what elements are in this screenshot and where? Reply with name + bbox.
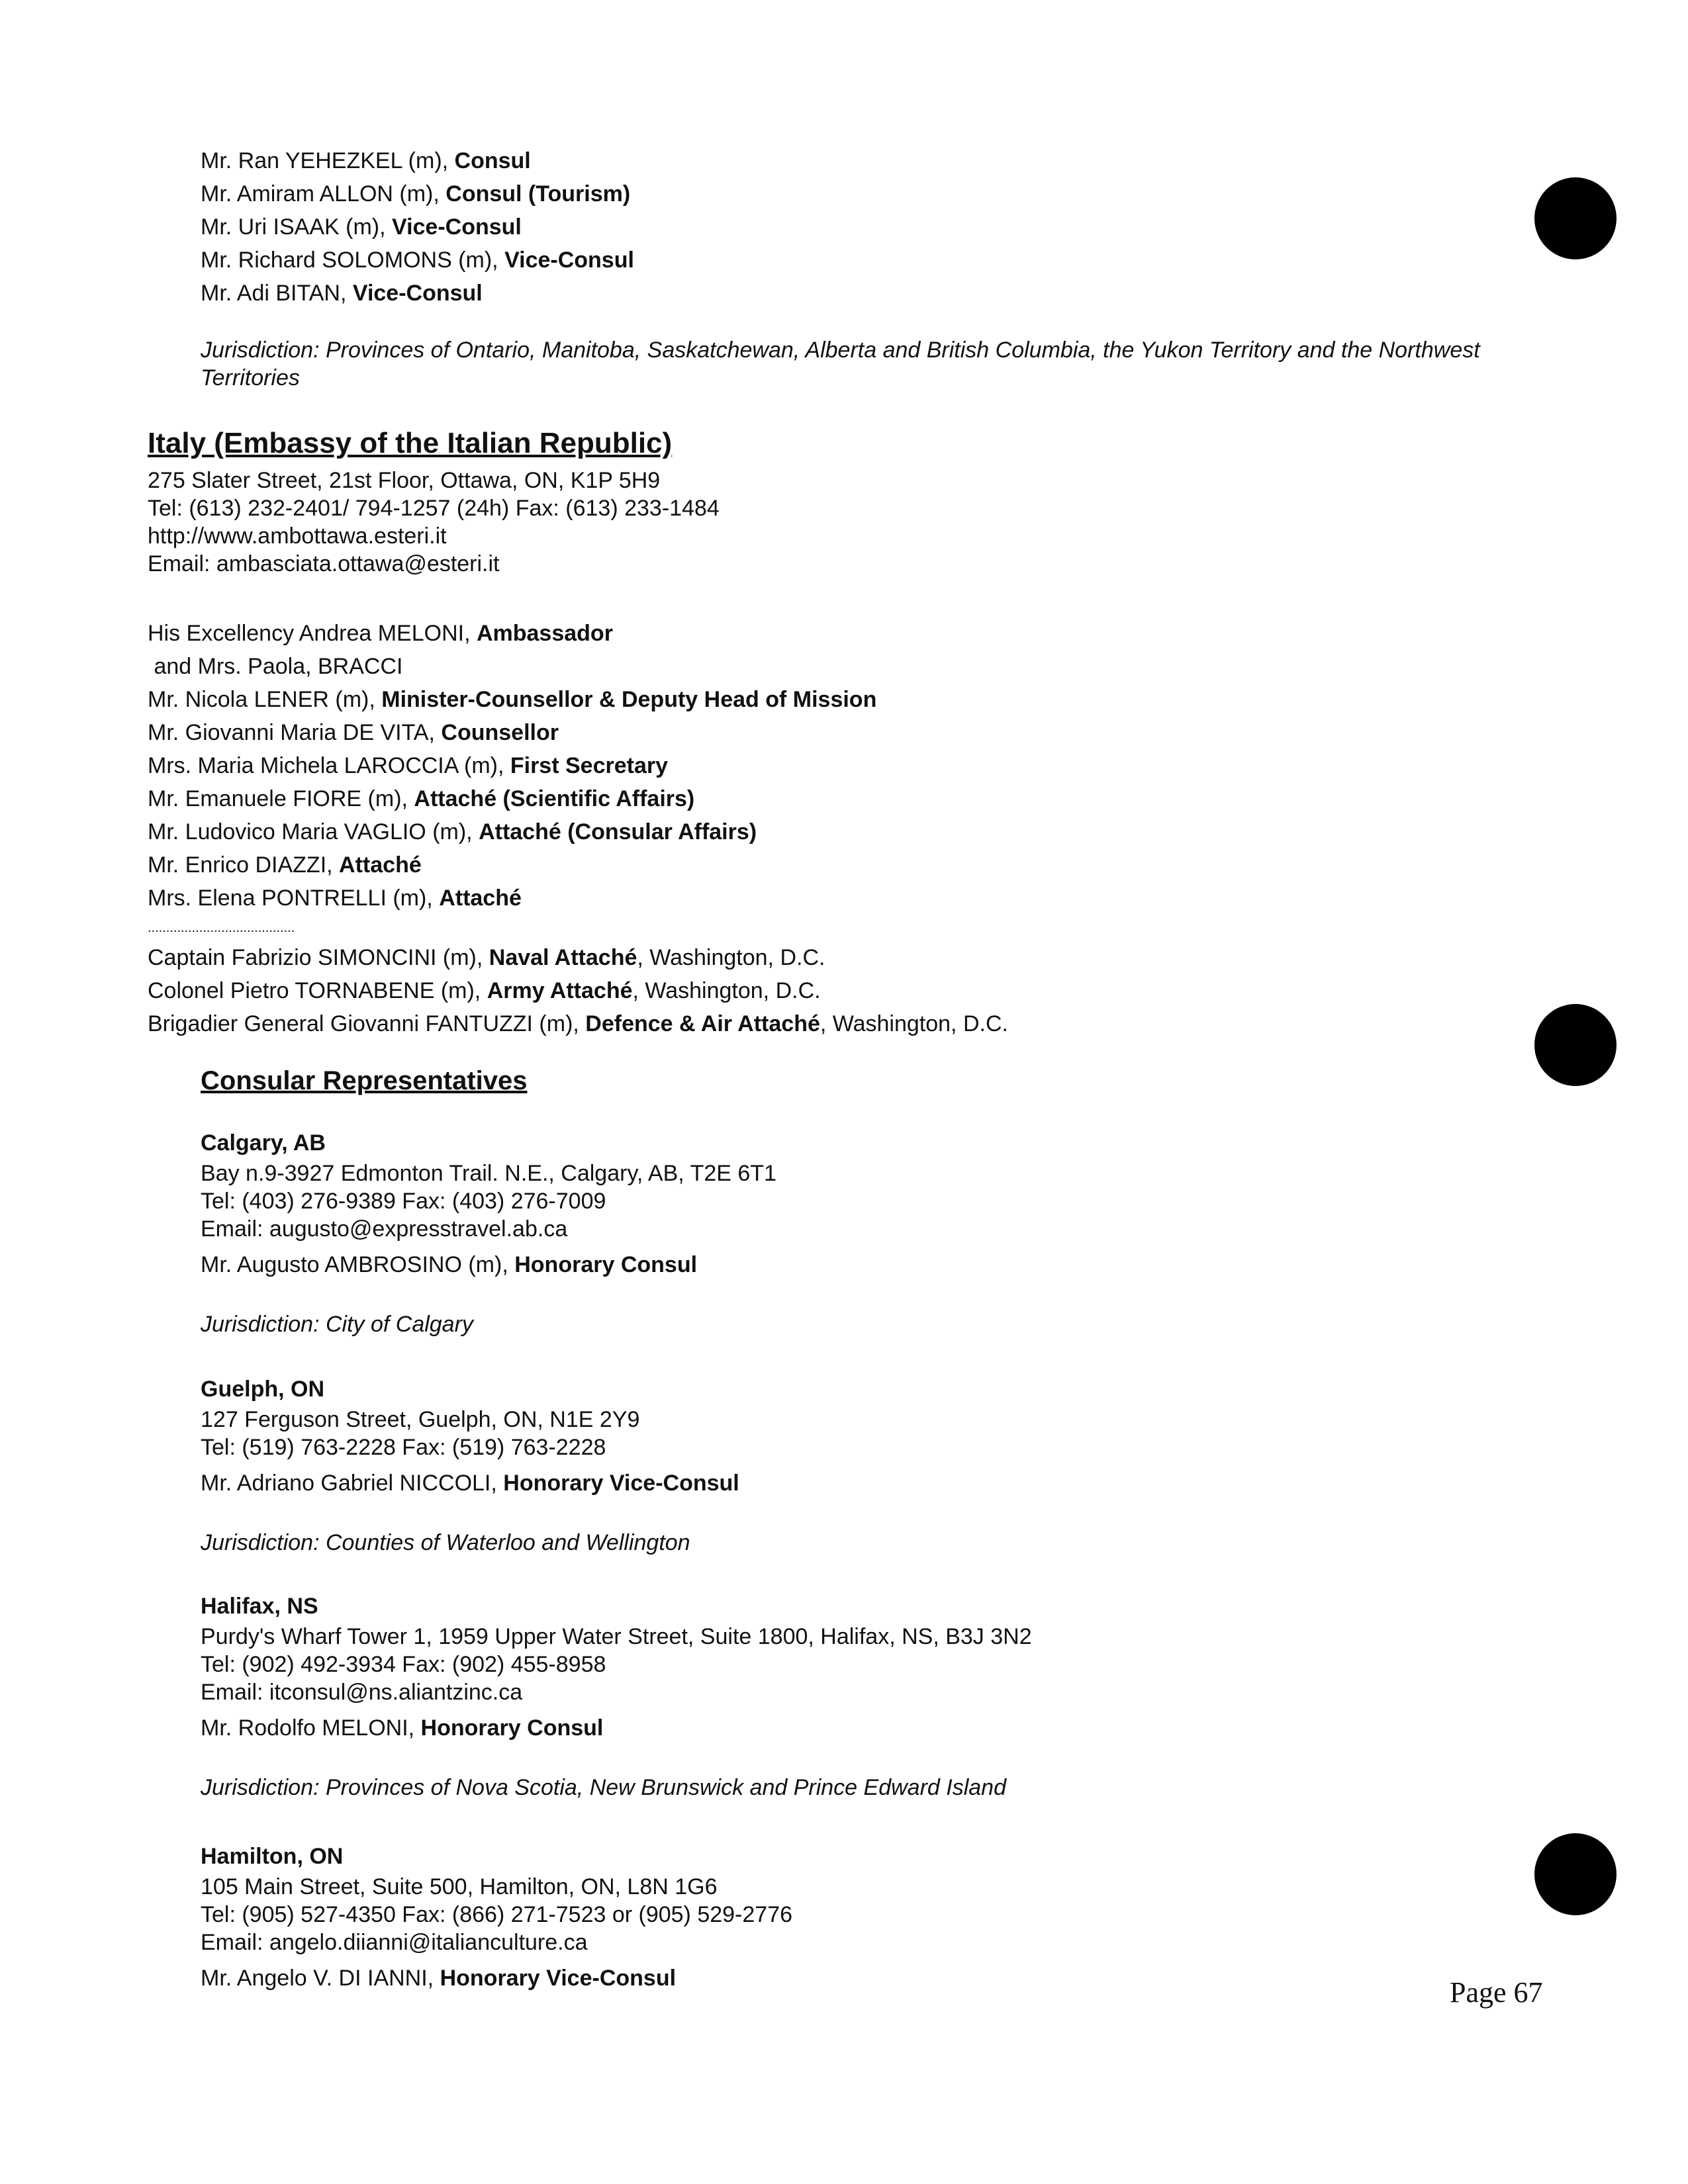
consulate-line[interactable]: Email: angelo.diianni@italianculture.ca bbox=[201, 1930, 588, 1955]
consulate-guelph bbox=[201, 1373, 739, 1559]
consulate-line[interactable]: Email: itconsul@ns.aliantzinc.ca bbox=[201, 1680, 523, 1705]
consulate-line: Tel: (403) 276-9389 Fax: (403) 276-7009 bbox=[201, 1189, 606, 1214]
consulate-hamilton bbox=[201, 1840, 792, 1995]
staff-entry: Mr. Amiram ALLON (m), Consul (Tourism) bbox=[201, 181, 631, 206]
military-entry: Brigadier General Giovanni FANTUZZI (m), Defence & Air Attaché, Washington, D.C. bbox=[148, 1011, 1008, 1036]
rep-entry: Mr. Adriano Gabriel NICCOLI, Honorary Vice-Consul bbox=[201, 1471, 739, 1496]
staff-entry: Mr. Uri ISAAK (m), Vice-Consul bbox=[201, 214, 522, 240]
staff-entry: Mr. Enrico DIAZZI, Attaché bbox=[148, 852, 422, 878]
consulate-jurisdiction: Jurisdiction: Counties of Waterloo and Wellington bbox=[201, 1530, 690, 1555]
consulate-line: Purdy's Wharf Tower 1, 1959 Upper Water Street, Suite 1800, Halifax, NS, B3J 3N2 bbox=[201, 1624, 1032, 1649]
staff-entry: Mr. Adi BITAN, Vice-Consul bbox=[201, 281, 483, 306]
staff-entry: Mr. Emanuele FIORE (m), Attaché (Scientific Affairs) bbox=[148, 786, 695, 811]
consulate-line: Tel: (902) 492-3934 Fax: (902) 455-8958 bbox=[201, 1652, 606, 1677]
consulate-halifax bbox=[201, 1590, 1032, 1804]
city-name: Halifax, NS bbox=[201, 1594, 318, 1619]
italy-contact bbox=[148, 467, 720, 578]
city-name: Guelph, ON bbox=[201, 1377, 324, 1402]
ambassador-entry: His Excellency Andrea MELONI, Ambassador bbox=[148, 621, 613, 646]
military-entry: Colonel Pietro TORNABENE (m), Army Attaché, Washington, D.C. bbox=[148, 978, 821, 1003]
staff-entry: Mr. Nicola LENER (m), Minister-Counsellor & Deputy Head of Mission bbox=[148, 687, 877, 712]
consular-heading: Consular Representatives bbox=[201, 1066, 528, 1095]
rep-entry: Mr. Rodolfo MELONI, Honorary Consul bbox=[201, 1715, 604, 1741]
consulate-jurisdiction: Jurisdiction: City of Calgary bbox=[201, 1312, 473, 1337]
ambassador-spouse: and Mrs. Paola, BRACCI bbox=[148, 654, 403, 679]
consulate-line: 127 Ferguson Street, Guelph, ON, N1E 2Y9 bbox=[201, 1407, 640, 1432]
consulate-line[interactable]: Email: augusto@expresstravel.ab.ca bbox=[201, 1216, 568, 1242]
military-entry: Captain Fabrizio SIMONCINI (m), Naval Attaché, Washington, D.C. bbox=[148, 945, 825, 970]
israel-jurisdiction: Jurisdiction: Provinces of Ontario, Manitoba, Saskatchewan, Alberta and British Columbia, the Yukon Territory and the Northwest Territories bbox=[201, 338, 1480, 390]
consulate-jurisdiction: Jurisdiction: Provinces of Nova Scotia, New Brunswick and Prince Edward Island bbox=[201, 1775, 1006, 1800]
italy-heading: Italy (Embassy of the Italian Republic) bbox=[148, 427, 673, 459]
consulate-line: Tel: (519) 763-2228 Fax: (519) 763-2228 bbox=[201, 1435, 606, 1460]
consulate-line: 105 Main Street, Suite 500, Hamilton, ON, L8N 1G6 bbox=[201, 1874, 718, 1899]
italy-address: 275 Slater Street, 21st Floor, Ottawa, ON, K1P 5H9 bbox=[148, 468, 661, 493]
staff-entry: Mr. Ran YEHEZKEL (m), Consul bbox=[201, 148, 531, 173]
city-name: Calgary, AB bbox=[201, 1130, 326, 1156]
punch-hole-icon bbox=[1534, 1004, 1617, 1086]
separator: ........................................ bbox=[148, 921, 295, 935]
staff-entry: Mrs. Elena PONTRELLI (m), Attaché bbox=[148, 886, 522, 911]
italy-staff-list bbox=[148, 617, 1008, 1040]
israel-staff-list bbox=[201, 144, 634, 310]
staff-entry: Mr. Giovanni Maria DE VITA, Counsellor bbox=[148, 720, 559, 745]
consulate-line: Tel: (905) 527-4350 Fax: (866) 271-7523 or (905) 529-2776 bbox=[201, 1902, 793, 1927]
rep-entry: Mr. Angelo V. DI IANNI, Honorary Vice-Consul bbox=[201, 1966, 677, 1991]
punch-hole-icon bbox=[1534, 177, 1617, 259]
staff-entry: Mr. Richard SOLOMONS (m), Vice-Consul bbox=[201, 248, 634, 273]
italy-tel: Tel: (613) 232-2401/ 794-1257 (24h) Fax: (613) 233-1484 bbox=[148, 496, 720, 521]
consulate-calgary bbox=[201, 1126, 776, 1341]
italy-web-link[interactable]: http://www.ambottawa.esteri.it bbox=[148, 523, 447, 549]
punch-hole-icon bbox=[1534, 1833, 1617, 1915]
rep-entry: Mr. Augusto AMBROSINO (m), Honorary Consul bbox=[201, 1252, 698, 1277]
staff-entry: Mr. Ludovico Maria VAGLIO (m), Attaché (Consular Affairs) bbox=[148, 819, 757, 844]
consulate-line: Bay n.9-3927 Edmonton Trail. N.E., Calgary, AB, T2E 6T1 bbox=[201, 1161, 776, 1186]
italy-email[interactable]: Email: ambasciata.ottawa@esteri.it bbox=[148, 551, 500, 576]
city-name: Hamilton, ON bbox=[201, 1844, 344, 1869]
staff-entry: Mrs. Maria Michela LAROCCIA (m), First Secretary bbox=[148, 753, 668, 778]
page-number: Page 67 bbox=[1450, 1976, 1543, 2009]
